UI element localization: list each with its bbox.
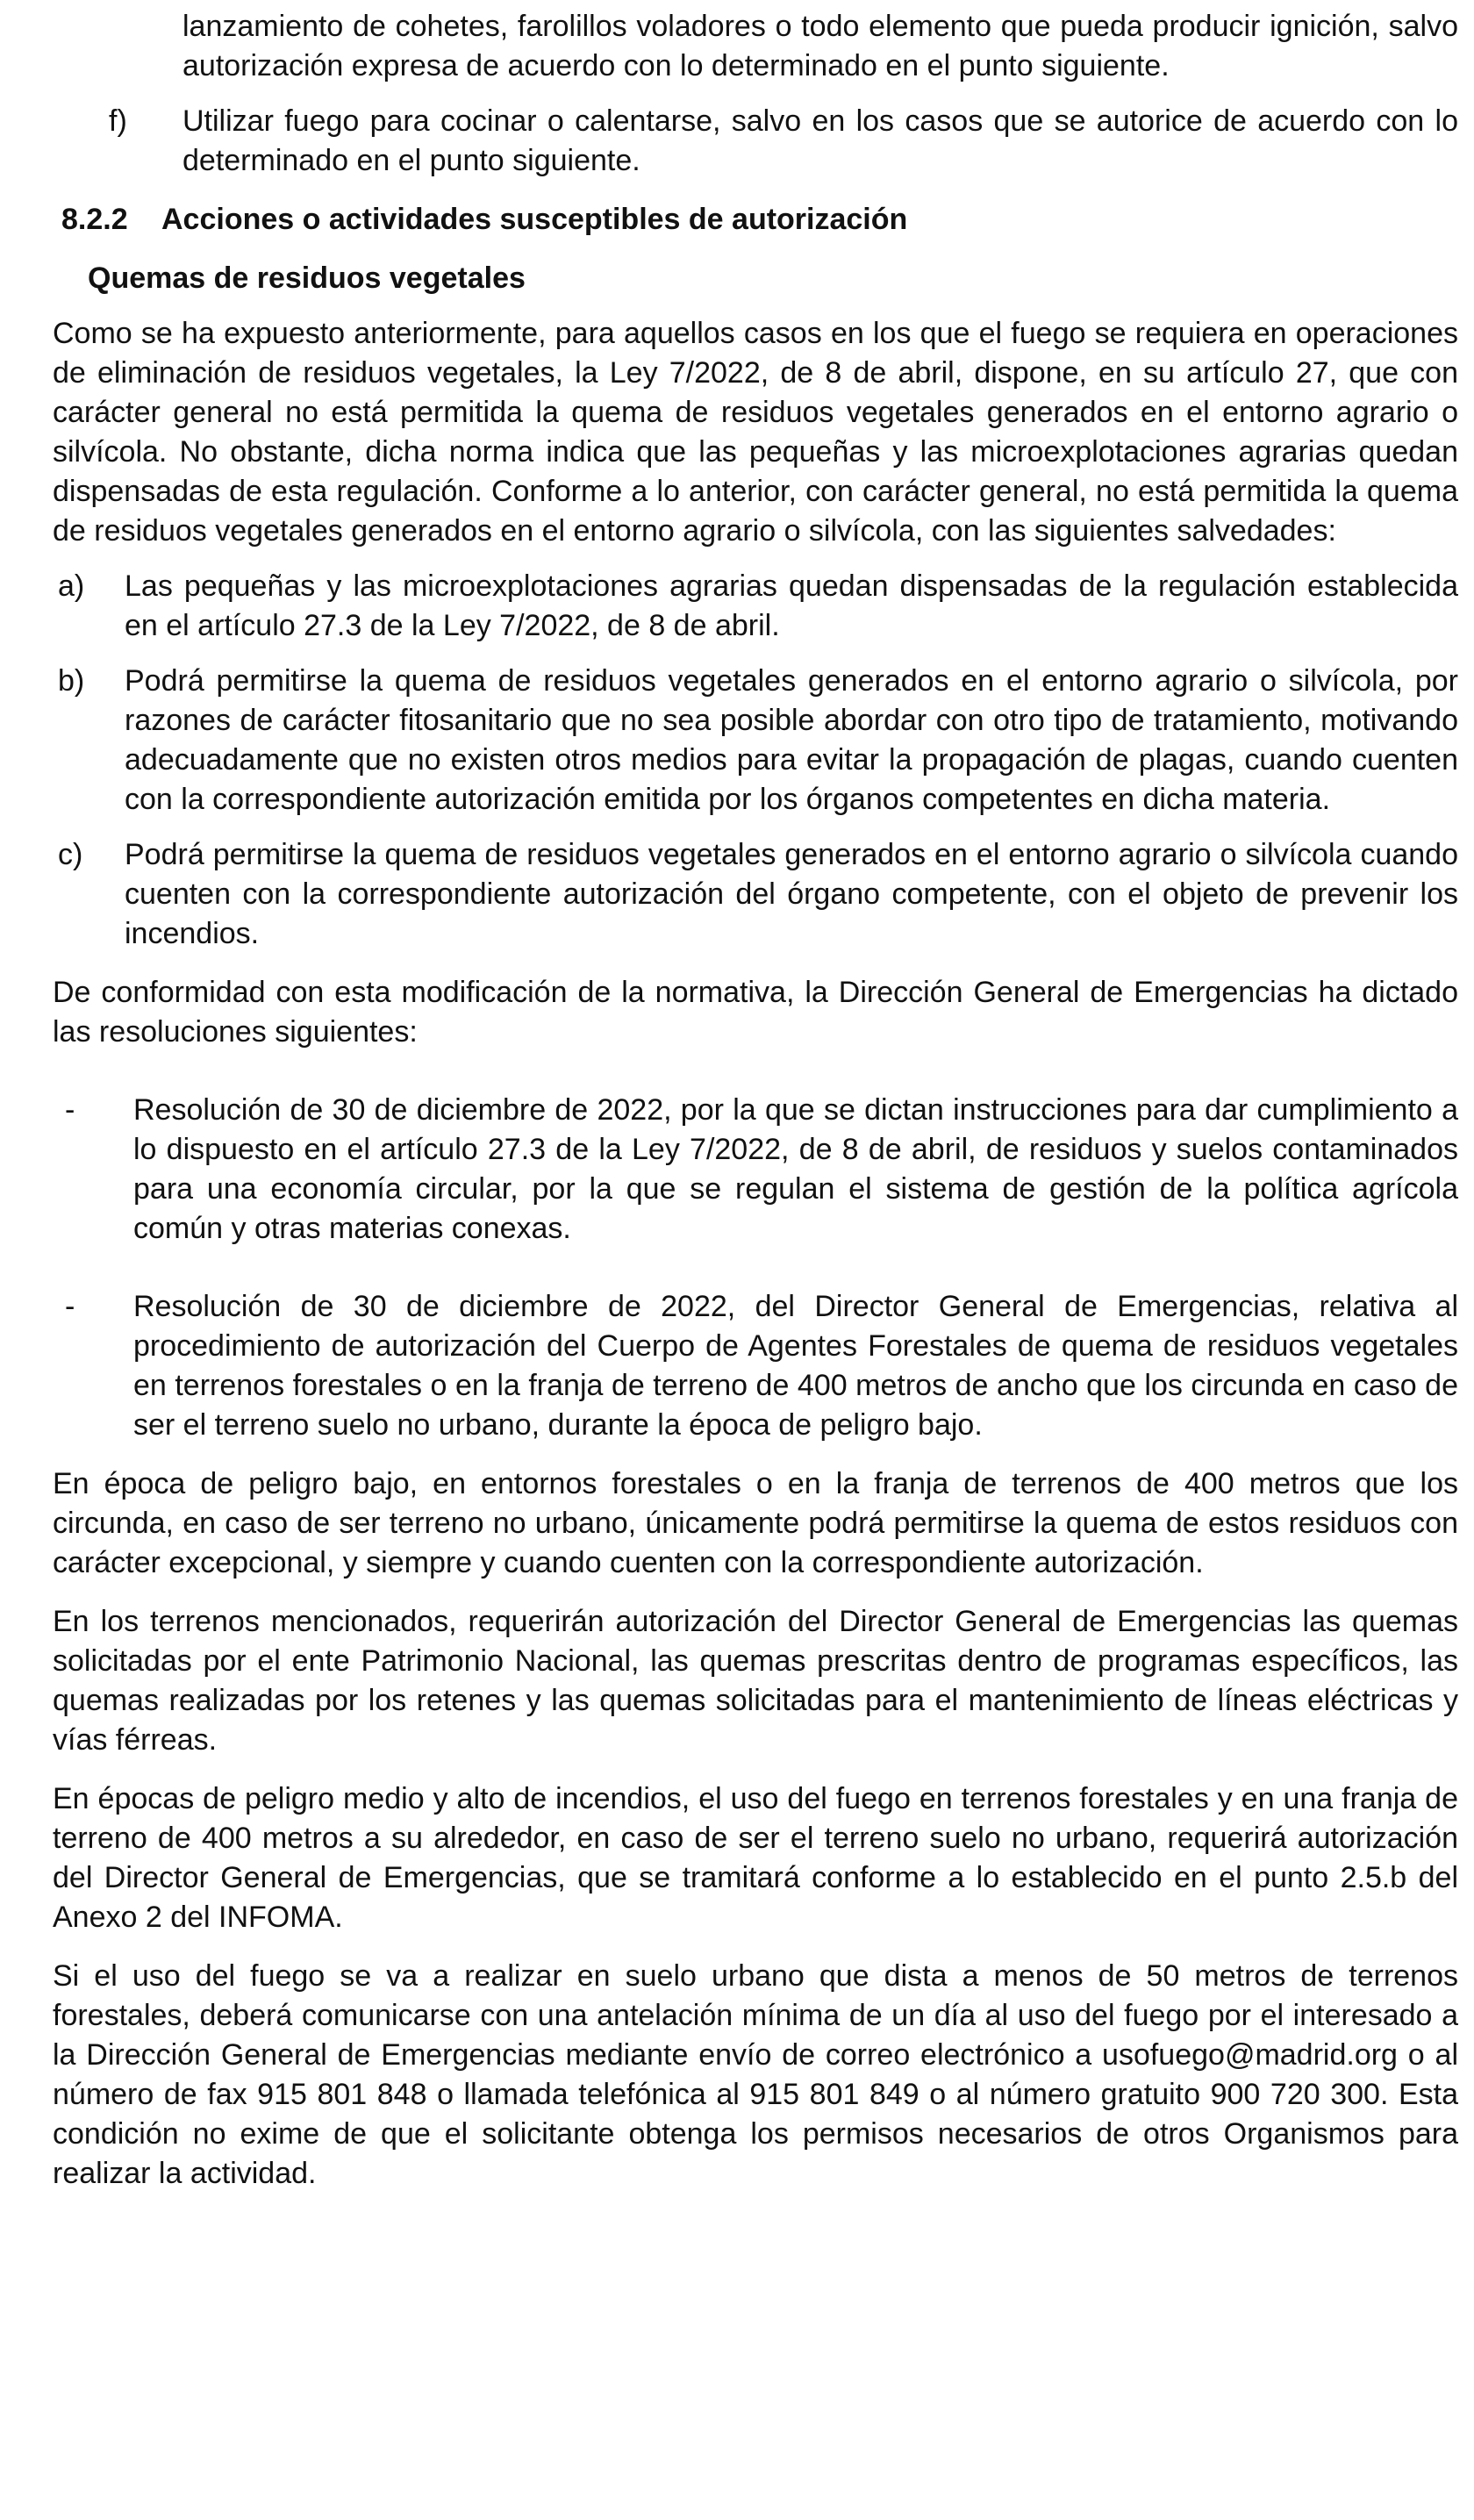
- list-item-text: Las pequeñas y las microexplotaciones agrarias quedan dispensadas de la regulación establecida en el artículo 27.3 de la Ley 7/2022, de 8 de abril.: [125, 569, 1458, 642]
- list-marker: f): [109, 104, 127, 138]
- dash-marker: -: [65, 1093, 75, 1127]
- dash-marker: -: [65, 1290, 75, 1323]
- section-title: Acciones o actividades susceptibles de autorización: [161, 203, 908, 236]
- exception-item-c: [53, 835, 1458, 954]
- paragraph-urban-use: Si el uso del fuego se va a realizar en suelo urbano que dista a menos de 50 metros de terrenos forestales, deberá comunicarse con una antelación mínima de un día al uso del fuego por el interesado a la Dirección General de Emergencias mediante envío de correo electrónico a usofuego@madrid.org o al número de fax 915 801 848 o llamada telefónica al 915 801 849 o al número gratuito 900 720 300. Esta condición no exime de que el solicitante obtenga los permisos necesarios de otros Organismos para realizar la actividad.: [53, 1959, 1458, 2190]
- paragraph-medium-high-danger: En épocas de peligro medio y alto de incendios, el uso del fuego en terrenos forestales y en una franja de terreno de 400 metros a su alrededor, en caso de ser el terreno suelo no urbano, requerirá autorización del Director General de Emergencias, que se tramitará conforme a lo establecido en el punto 2.5.b del Anexo 2 del INFOMA.: [53, 1782, 1458, 1934]
- paragraph-low-danger: En época de peligro bajo, en entornos forestales o en la franja de terrenos de 400 metros que los circunda, en caso de ser terreno no urbano, únicamente podrá permitirse la quema de estos residuos con carácter excepcional, y siempre y cuando cuenten con la correspondiente autorización.: [53, 1467, 1458, 1579]
- section-heading: [53, 200, 1458, 240]
- list-marker: b): [58, 664, 85, 698]
- list-marker: a): [58, 569, 85, 603]
- document-page: [53, 7, 1458, 2194]
- list-item-text: Podrá permitirse la quema de residuos vegetales generados en el entorno agrario o silvícola, por razones de carácter fitosanitario que no sea posible abordar con otro tipo de tratamiento, motivando adecuadamente que no existen otros medios para evitar la propagación de plagas, cuando cuenten con la correspondiente autorización emitida por los órganos competentes en dicha materia.: [125, 664, 1458, 816]
- resolution-item: [53, 1287, 1458, 1445]
- list-item-text: Resolución de 30 de diciembre de 2022, del Director General de Emergencias, relativa al procedimiento de autorización del Cuerpo de Agentes Forestales de quema de residuos vegetales en terrenos forestales o en la franja de terreno de 400 metros de ancho que los circunda en caso de ser el terreno suelo no urbano, durante la época de peligro bajo.: [133, 1290, 1458, 1442]
- subheading: Quemas de residuos vegetales: [88, 261, 526, 295]
- resolution-item: [53, 1091, 1458, 1249]
- section-number: 8.2.2: [61, 203, 128, 236]
- list-item-text: Resolución de 30 de diciembre de 2022, por la que se dictan instrucciones para dar cumplimiento a lo dispuesto en el artículo 27.3 de la Ley 7/2022, de 8 de abril, de residuos y suelos contaminados para una economía circular, por la que se regulan el sistema de gestión de la política agrícola común y otras materias conexas.: [133, 1093, 1458, 1245]
- list-item-f: [53, 102, 1458, 181]
- exception-item-a: [53, 567, 1458, 646]
- intro-paragraph: Como se ha expuesto anteriormente, para aquellos casos en los que el fuego se requiera en operaciones de eliminación de residuos vegetales, la Ley 7/2022, de 8 de abril, dispone, en su artículo 27, que con carácter general no está permitida la quema de residuos vegetales generados en el entorno agrario o silvícola. No obstante, dicha norma indica que las pequeñas y las microexplotaciones agrarias quedan dispensadas de esta regulación. Conforme a lo anterior, con carácter general, no está permitida la quema de residuos vegetales generados en el entorno agrario o silvícola, con las siguientes salvedades:: [53, 317, 1458, 548]
- list-marker: c): [58, 838, 83, 871]
- list-item-text: Podrá permitirse la quema de residuos vegetales generados en el entorno agrario o silvícola cuando cuenten con la correspondiente autorización del órgano competente, con el objeto de prevenir los incendios.: [125, 838, 1458, 950]
- list-item-text: Utilizar fuego para cocinar o calentarse, salvo en los casos que se autorice de acuerdo con lo determinado en el punto siguiente.: [182, 104, 1458, 177]
- paragraph-authorizations: En los terrenos mencionados, requerirán autorización del Director General de Emergencias las quemas solicitadas por el ente Patrimonio Nacional, las quemas prescritas dentro de programas específicos, las quemas realizadas por los retenes y las quemas solicitadas para el mantenimiento de líneas eléctricas y vías férreas.: [53, 1605, 1458, 1757]
- exception-item-b: [53, 662, 1458, 820]
- resolutions-intro: De conformidad con esta modificación de la normativa, la Dirección General de Emergencias ha dictado las resoluciones siguientes:: [53, 976, 1458, 1049]
- continued-list-item: lanzamiento de cohetes, farolillos voladores o todo elemento que pueda producir ignición, salvo autorización expresa de acuerdo con lo determinado en el punto siguiente.: [182, 10, 1458, 82]
